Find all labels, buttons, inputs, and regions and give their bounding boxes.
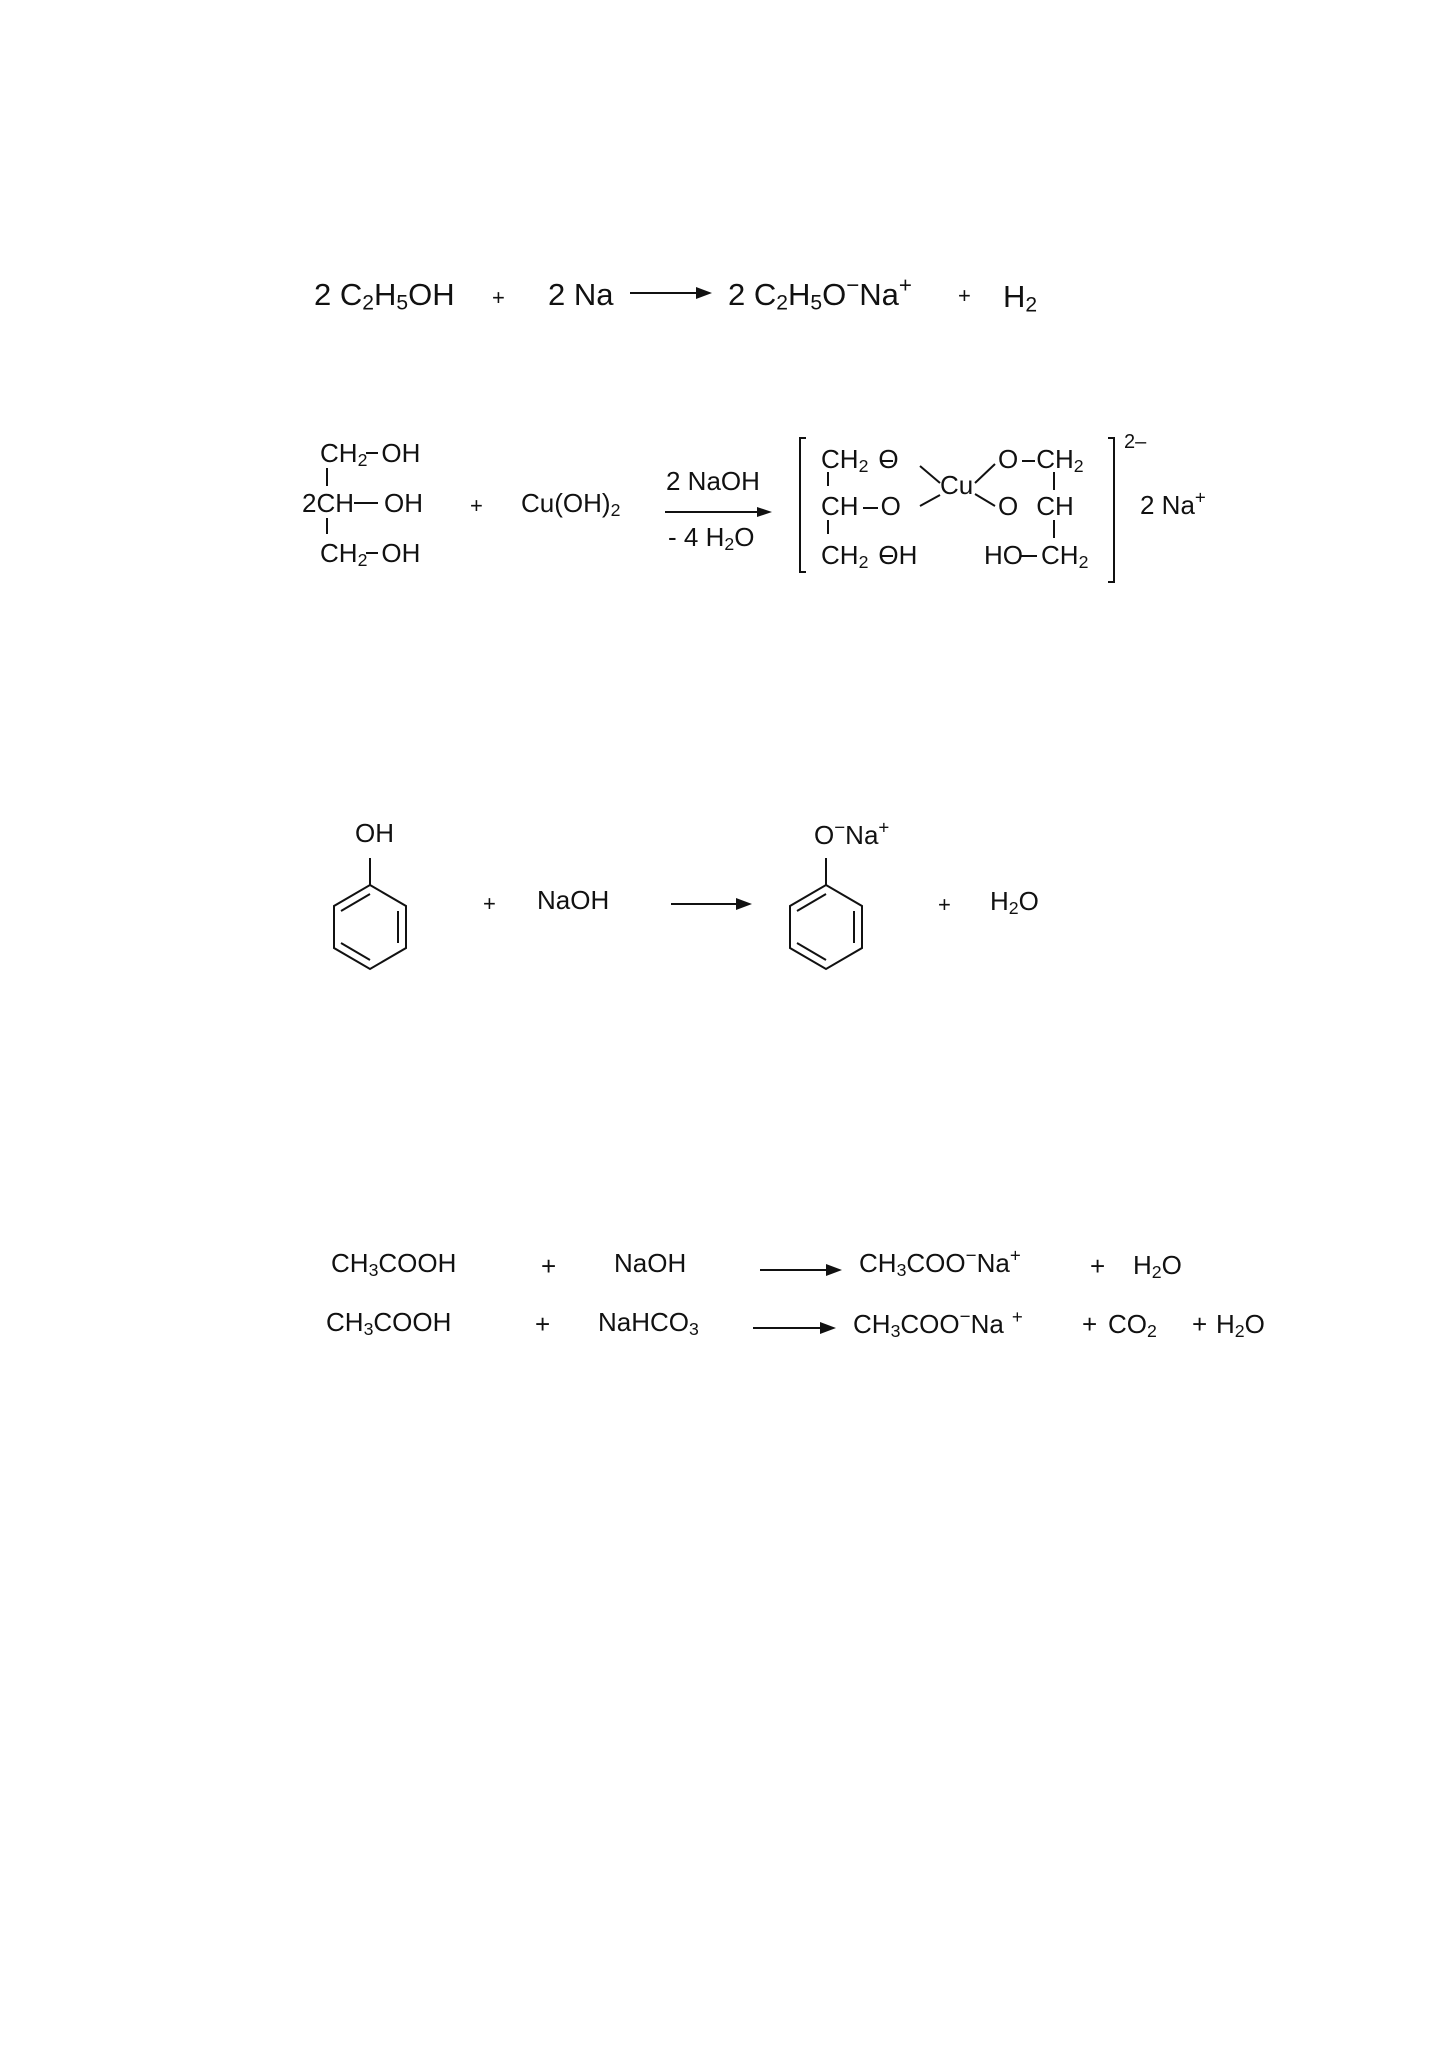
eq1-sub: 2 bbox=[1025, 293, 1038, 317]
text: CH bbox=[859, 1248, 897, 1278]
eq5-plus-2: + bbox=[1082, 1309, 1098, 1339]
eq3-water bbox=[990, 886, 1039, 918]
eq3-arrow bbox=[671, 898, 752, 910]
eq1-reactant-sodium: 2 Na bbox=[548, 277, 614, 312]
text: CH bbox=[1036, 444, 1074, 474]
text: Na bbox=[845, 820, 879, 850]
text: H bbox=[1133, 1250, 1152, 1280]
eq1-oh: OH bbox=[408, 277, 455, 312]
sub: 2 bbox=[1234, 1320, 1245, 1341]
text: NaHCO bbox=[598, 1307, 690, 1337]
sup: + bbox=[878, 816, 890, 838]
glycerol-coef: 2 bbox=[302, 488, 317, 518]
sub: 2 bbox=[724, 533, 735, 554]
eq1-sub: 2 bbox=[776, 291, 788, 315]
eq1-o: O bbox=[822, 277, 847, 312]
text: HO bbox=[984, 540, 1023, 570]
sub: 3 bbox=[890, 1320, 901, 1341]
eq1-product-hydrogen bbox=[1003, 279, 1038, 317]
complex-right-2 bbox=[998, 493, 1074, 519]
text: O bbox=[880, 491, 901, 521]
complex-copper: Cu bbox=[940, 470, 974, 500]
sub: 2 bbox=[610, 499, 621, 520]
text: CH bbox=[1036, 491, 1074, 521]
eq1-reactant-ethanol bbox=[314, 277, 455, 315]
sup: − bbox=[959, 1305, 971, 1327]
eq1-ethanol-coef: 2 C bbox=[314, 277, 363, 312]
text: CH bbox=[326, 1307, 364, 1337]
phenoxide-label bbox=[814, 816, 890, 850]
sub: 2 bbox=[1151, 1261, 1162, 1282]
sub: 3 bbox=[689, 1318, 699, 1339]
sub: 2 bbox=[858, 551, 869, 572]
eq4-plus-1: + bbox=[541, 1251, 557, 1281]
eq1-plus-1: + bbox=[492, 285, 505, 310]
phenol-oh: OH bbox=[355, 818, 394, 848]
complex-left-3 bbox=[821, 540, 918, 572]
text: CH bbox=[821, 540, 859, 570]
sub: 2 bbox=[1147, 1320, 1157, 1341]
eq1-ethoxide-coef: 2 C bbox=[728, 277, 777, 312]
text: Cu(OH) bbox=[521, 488, 611, 518]
text: - 4 H bbox=[668, 522, 725, 552]
text: CH bbox=[1041, 540, 1079, 570]
copper-hydroxide bbox=[521, 488, 621, 520]
complex-right-1 bbox=[998, 444, 1084, 476]
complex-charge: 2– bbox=[1124, 431, 1147, 453]
eq3-sodium-hydroxide: NaOH bbox=[537, 885, 610, 915]
text: OH bbox=[384, 488, 424, 518]
sup: + bbox=[1194, 486, 1206, 508]
text: CH bbox=[316, 488, 355, 518]
eq2-arrow-above: 2 NaOH bbox=[666, 466, 760, 496]
text: CH bbox=[821, 444, 859, 474]
eq5-sodium-acetate bbox=[853, 1305, 1023, 1341]
text: OH bbox=[381, 538, 421, 568]
text: CH bbox=[320, 438, 358, 468]
text: O bbox=[734, 522, 755, 552]
eq4-water bbox=[1133, 1250, 1182, 1282]
text: 2 Na bbox=[1140, 490, 1195, 520]
sub: 3 bbox=[368, 1259, 379, 1280]
eq5-plus-3: + bbox=[1192, 1309, 1208, 1339]
eq4-plus-2: + bbox=[1090, 1251, 1106, 1281]
glycerol-top bbox=[320, 438, 421, 470]
eq5-carbon-dioxide bbox=[1108, 1309, 1157, 1341]
text: O bbox=[1161, 1250, 1182, 1280]
eq4-sodium-acetate bbox=[859, 1244, 1021, 1280]
eq5-arrow bbox=[753, 1322, 836, 1334]
complex-left-2 bbox=[821, 493, 901, 519]
eq4-sodium-hydroxide: NaOH bbox=[614, 1248, 687, 1278]
eq1-sub: 2 bbox=[362, 291, 374, 315]
eq1-h: H bbox=[373, 277, 397, 312]
sup: + bbox=[1011, 1305, 1023, 1327]
eq2-arrow-below bbox=[668, 522, 755, 554]
counter-ion bbox=[1140, 486, 1206, 520]
text: Na bbox=[970, 1309, 1004, 1339]
text: COOH bbox=[373, 1307, 452, 1337]
complex-left-1 bbox=[821, 444, 899, 476]
eq1-plus-charge: + bbox=[898, 272, 912, 298]
eq1-sub: 5 bbox=[810, 291, 823, 315]
glycerol-bottom bbox=[320, 538, 421, 570]
eq4-arrow bbox=[760, 1264, 842, 1276]
sub: 3 bbox=[896, 1259, 907, 1280]
phenoxide-ring bbox=[790, 858, 862, 969]
text: COOH bbox=[378, 1248, 457, 1278]
text: O bbox=[814, 820, 835, 850]
sub: 2 bbox=[1078, 551, 1089, 572]
eq1-product-ethoxide bbox=[728, 272, 912, 315]
eq1-arrow bbox=[630, 287, 712, 299]
eq3-plus-1: + bbox=[483, 891, 496, 916]
text: COO bbox=[900, 1309, 960, 1339]
eq5-sodium-bicarbonate bbox=[598, 1307, 699, 1339]
text: O bbox=[878, 444, 899, 474]
eq2-plus: + bbox=[470, 493, 483, 518]
sub: 2 bbox=[1073, 455, 1084, 476]
eq4-acetic-acid bbox=[331, 1248, 457, 1280]
text: CO bbox=[1108, 1309, 1147, 1339]
text: CH bbox=[821, 491, 859, 521]
eq1-na: Na bbox=[859, 277, 899, 312]
sup: + bbox=[1009, 1244, 1021, 1266]
sub: 2 bbox=[858, 455, 869, 476]
text: OH bbox=[381, 438, 421, 468]
text: O bbox=[1018, 886, 1039, 916]
text: O bbox=[998, 444, 1019, 474]
sup: − bbox=[965, 1244, 977, 1266]
eq3-plus-2: + bbox=[938, 892, 951, 917]
text: OH bbox=[878, 540, 918, 570]
sub: 2 bbox=[357, 449, 368, 470]
eq1-plus-2: + bbox=[958, 283, 971, 308]
glycerol-middle bbox=[302, 490, 423, 516]
sub: 3 bbox=[363, 1318, 374, 1339]
text: O bbox=[998, 491, 1019, 521]
sub: 2 bbox=[357, 549, 368, 570]
eq1-h: H bbox=[787, 277, 811, 312]
eq1-sub: 5 bbox=[396, 291, 409, 315]
text: CH bbox=[320, 538, 358, 568]
phenol-ring bbox=[334, 858, 406, 969]
text: Na bbox=[976, 1248, 1010, 1278]
eq5-acetic-acid bbox=[326, 1307, 452, 1339]
eq1-minus-charge: − bbox=[846, 272, 860, 298]
sup: − bbox=[834, 816, 846, 838]
sub: 2 bbox=[1008, 897, 1019, 918]
eq1-h2-h: H bbox=[1003, 279, 1026, 314]
text: H bbox=[990, 886, 1009, 916]
text: O bbox=[1244, 1309, 1265, 1339]
text: H bbox=[1216, 1309, 1235, 1339]
eq5-plus-1: + bbox=[535, 1309, 551, 1339]
complex-right-3 bbox=[984, 540, 1089, 572]
text: CH bbox=[331, 1248, 369, 1278]
eq5-water bbox=[1216, 1309, 1265, 1341]
text: CH bbox=[853, 1309, 891, 1339]
text: COO bbox=[906, 1248, 966, 1278]
eq2-arrow bbox=[665, 507, 772, 517]
